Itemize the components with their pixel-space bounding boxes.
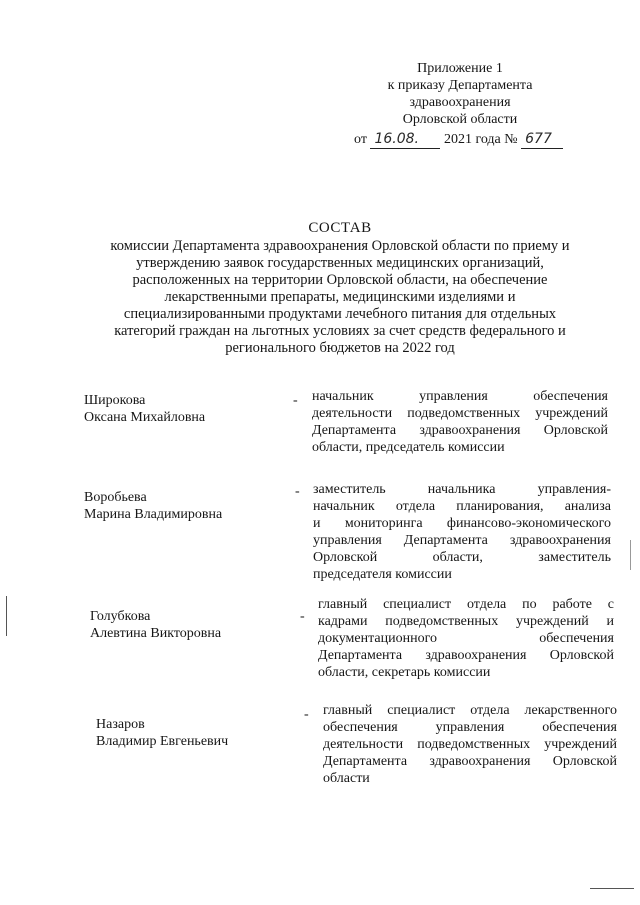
role-line: главный специалист отдела лекарственного — [323, 703, 617, 718]
scan-edge-mark — [630, 540, 631, 570]
handwritten-date: 16.08. — [370, 131, 440, 149]
handwritten-order-number: 677 — [521, 131, 563, 149]
document-title — [80, 220, 600, 357]
role-line: области, секретарь комиссии — [318, 665, 491, 680]
member-dash: - — [295, 484, 300, 499]
scan-edge-mark — [6, 596, 7, 636]
member-given-names: Оксана Михайловна — [84, 410, 206, 425]
member-surname: Широкова — [84, 393, 146, 408]
appendix-line-2: к приказу Департамента — [387, 78, 533, 93]
role-line: заместитель начальника управления- — [313, 482, 611, 497]
title-line: категорий граждан на льготных условиях за счет средств федерального и — [114, 323, 566, 339]
role-line: главный специалист отдела по работе с — [318, 597, 614, 612]
appendix-line-4: Орловской области — [402, 112, 518, 127]
member-dash: - — [293, 393, 298, 408]
role-line: области, председатель комиссии — [312, 440, 505, 455]
role-line: деятельности подведомственных учреждений — [312, 406, 608, 421]
role-line: документационного обеспечения — [318, 631, 614, 646]
role-line: председателя комиссии — [313, 567, 452, 582]
appendix-line-1: Приложение 1 — [417, 61, 503, 76]
member-dash: - — [304, 707, 309, 722]
member-given-names: Алевтина Викторовна — [90, 626, 222, 641]
role-line: начальник управления обеспечения — [312, 389, 608, 404]
role-line: управления Департамента здравоохранения — [313, 533, 611, 548]
date-prefix: от — [354, 132, 367, 147]
member-role — [318, 596, 614, 681]
role-line: кадрами подведомственных учреждений и — [318, 614, 614, 629]
title-line: утверждению заявок государственных медицинских организаций, — [136, 255, 544, 271]
member-role — [323, 702, 617, 787]
member-role — [312, 388, 608, 456]
member-given-names: Владимир Евгеньевич — [96, 734, 229, 749]
member-dash: - — [300, 609, 305, 624]
title-heading: СОСТАВ — [308, 220, 372, 236]
role-line: Орловской области, заместитель — [313, 550, 611, 565]
role-line: деятельности подведомственных учреждений — [323, 737, 617, 752]
appendix-line-3: здравоохранения — [409, 95, 511, 110]
role-line: начальник отдела планирования, анализа — [313, 499, 611, 514]
member-surname: Голубкова — [90, 609, 151, 624]
role-line: области — [323, 771, 370, 786]
date-suffix: 2021 года № — [443, 132, 518, 147]
role-line: и мониторинга финансово-экономического — [313, 516, 611, 531]
title-line: специализированными продуктами лечебного питания для отдельных — [123, 306, 557, 322]
role-line: Департамента здравоохранения Орловской — [312, 423, 608, 438]
role-line: Департамента здравоохранения Орловской — [323, 754, 617, 769]
order-date-line — [354, 131, 563, 149]
role-line: Департамента здравоохранения Орловской — [318, 648, 614, 663]
role-line: обеспечения управления обеспечения — [323, 720, 617, 735]
title-line: расположенных на территории Орловской области, на обеспечение — [132, 272, 548, 288]
member-surname: Назаров — [96, 717, 145, 732]
member-surname: Воробьева — [84, 490, 147, 505]
member-role — [313, 481, 611, 583]
appendix-header — [340, 60, 580, 128]
member-given-names: Марина Владимировна — [84, 507, 223, 522]
title-line: регионального бюджетов на 2022 год — [225, 340, 455, 356]
title-line: лекарственными препараты, медицинскими изделиями и — [164, 289, 516, 305]
title-line: комиссии Департамента здравоохранения Орловской области по приему и — [110, 238, 570, 254]
scan-edge-mark — [590, 888, 634, 889]
